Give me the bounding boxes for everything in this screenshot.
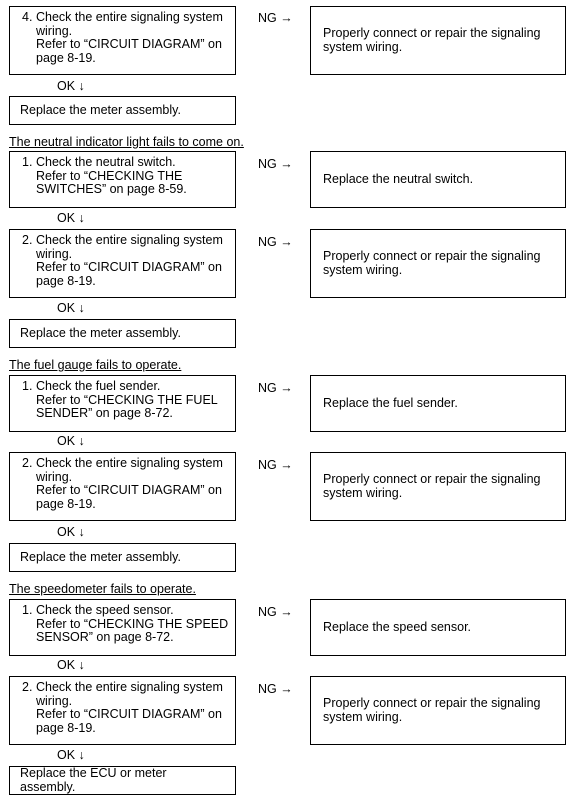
section-heading: The neutral indicator light fails to come on.	[9, 135, 244, 149]
step-text: Check the entire signaling system	[36, 680, 223, 694]
check-step-4	[9, 6, 236, 75]
step-text: page 8-19.	[36, 720, 96, 735]
ng-arrow-label: NG →	[258, 157, 293, 171]
ng-arrow-label: NG →	[258, 682, 293, 696]
ok-arrow-label: OK ↓	[57, 525, 85, 539]
section-heading: The fuel gauge fails to operate.	[9, 358, 182, 372]
check-step-1	[9, 599, 236, 656]
result-text: system wiring.	[323, 262, 403, 277]
final-action-box: Replace the meter assembly.	[9, 319, 236, 348]
result-text: Properly connect or repair the signaling	[323, 26, 541, 40]
step-number: 1.	[22, 603, 33, 617]
step-text: page 8-19.	[36, 50, 96, 65]
ok-arrow-label: OK ↓	[57, 79, 85, 93]
step-text: Refer to “CHECKING THE SPEED	[36, 616, 229, 631]
step-number: 1.	[22, 155, 33, 169]
step-text: page 8-19.	[36, 496, 96, 511]
step-text: Check the fuel sender.	[36, 379, 161, 393]
ng-arrow-label: NG →	[258, 458, 293, 472]
step-text: Check the entire signaling system	[36, 10, 223, 24]
step-text: Refer to “CIRCUIT DIAGRAM” on	[36, 483, 222, 497]
step-text: Check the neutral switch.	[36, 155, 176, 169]
step-text: Check the entire signaling system	[36, 456, 223, 470]
result-text: Replace the speed sensor.	[323, 619, 472, 634]
check-step-2	[9, 452, 236, 521]
ok-arrow-label: OK ↓	[57, 301, 85, 315]
check-step-1	[9, 151, 236, 208]
result-text: Replace the neutral switch.	[323, 171, 474, 186]
step-text: Refer to “CHECKING THE	[36, 168, 183, 183]
ok-arrow-label: OK ↓	[57, 434, 85, 448]
result-text: system wiring.	[323, 39, 403, 54]
step-number: 2.	[22, 233, 33, 247]
ng-arrow-label: NG →	[258, 235, 293, 249]
check-step-1	[9, 375, 236, 432]
ng-arrow-label: NG →	[258, 381, 293, 395]
result-text: Properly connect or repair the signaling	[323, 249, 541, 263]
step-text: Refer to “CIRCUIT DIAGRAM” on	[36, 260, 222, 274]
final-action-box: Replace the ECU or meter assembly.	[9, 766, 236, 795]
result-box	[310, 375, 566, 432]
final-action-box: Replace the meter assembly.	[9, 96, 236, 125]
result-text: Replace the fuel sender.	[323, 395, 458, 410]
step-text: Check the entire signaling system	[36, 233, 223, 247]
result-text: system wiring.	[323, 709, 403, 724]
step-text: Refer to “CHECKING THE FUEL	[36, 392, 218, 407]
step-text: SWITCHES” on page 8-59.	[36, 182, 187, 196]
step-number: 2.	[22, 680, 33, 694]
check-step-2	[9, 676, 236, 745]
step-number: 2.	[22, 456, 33, 470]
step-text: wiring.	[36, 246, 73, 261]
step-text: wiring.	[36, 469, 73, 484]
step-text: Refer to “CIRCUIT DIAGRAM” on	[36, 707, 222, 721]
result-text: Properly connect or repair the signaling	[323, 472, 541, 486]
step-text: SENDER” on page 8-72.	[36, 406, 173, 420]
step-text: Check the speed sensor.	[36, 603, 174, 617]
ok-arrow-label: OK ↓	[57, 211, 85, 225]
check-step-2	[9, 229, 236, 298]
result-text: system wiring.	[323, 485, 403, 500]
result-box	[310, 229, 566, 298]
step-number: 1.	[22, 379, 33, 393]
ok-arrow-label: OK ↓	[57, 748, 85, 762]
result-box	[310, 452, 566, 521]
result-box	[310, 151, 566, 208]
section-heading: The speedometer fails to operate.	[9, 582, 196, 596]
ng-arrow-label: NG →	[258, 605, 293, 619]
ng-arrow-label: NG →	[258, 11, 293, 25]
result-box	[310, 599, 566, 656]
step-text: wiring.	[36, 693, 73, 708]
result-box	[310, 676, 566, 745]
step-text: wiring.	[36, 23, 73, 38]
ok-arrow-label: OK ↓	[57, 658, 85, 672]
step-text: page 8-19.	[36, 273, 96, 288]
result-box	[310, 6, 566, 75]
step-text: Refer to “CIRCUIT DIAGRAM” on	[36, 37, 222, 51]
final-action-box: Replace the meter assembly.	[9, 543, 236, 572]
step-number: 4.	[22, 10, 33, 24]
step-text: SENSOR” on page 8-72.	[36, 630, 174, 644]
result-text: Properly connect or repair the signaling	[323, 696, 541, 710]
